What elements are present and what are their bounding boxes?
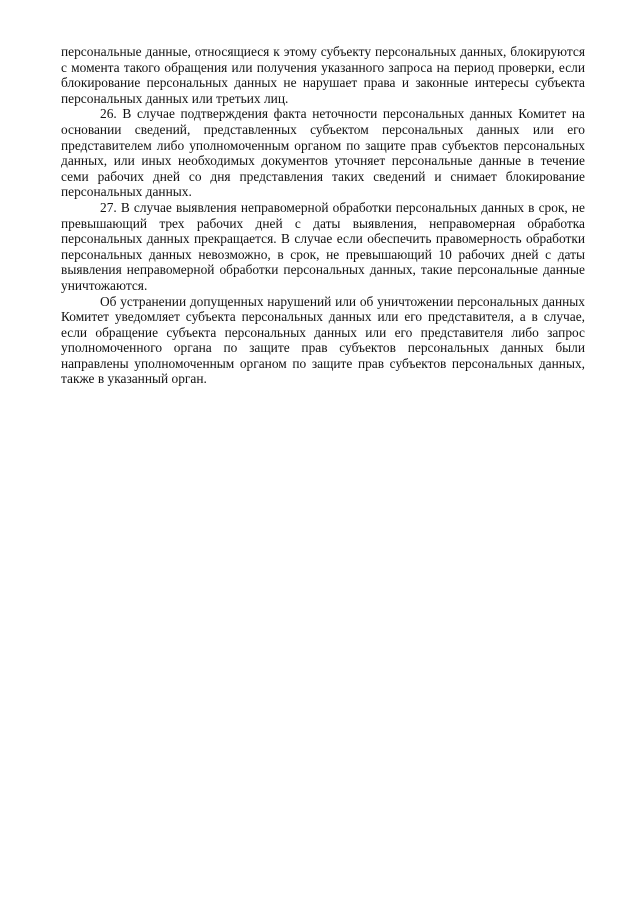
- paragraph-27-notice: Об устранении допущенных нарушений или об уничтожении персональных данных Комитет уведомляет субъекта персональных данных или его представителя, а в случае, если обращение субъекта персональных данных или его представителя либо запрос уполномоченного органа по защите прав субъектов персональных данных были направлены уполномоченным органом по защите прав субъектов персональных данных, также в указанный орган.: [61, 293, 585, 387]
- paragraph-continuation: персональные данные, относящиеся к этому субъекту персональных данных, блокируются с момента такого обращения или получения указанного запроса на период проверки, если блокирование персональных данных не нарушает права и законные интересы субъекта персональных данных или третьих лиц.: [61, 44, 585, 106]
- paragraph-26: 26. В случае подтверждения факта неточности персональных данных Комитет на основании сведений, представленных субъектом персональных данных или его представителем либо уполномоченным органом по защите прав субъектов персональных данных, или иных необходимых документов уточняет персональные данные в течение семи рабочих дней со дня представления таких сведений и снимает блокирование персональных данных.: [61, 106, 585, 200]
- paragraph-27: 27. В случае выявления неправомерной обработки персональных данных в срок, не превышающий трех рабочих дней с даты выявления, неправомерная обработка персональных данных прекращается. В случае если обеспечить правомерность обработки персональных данных невозможно, в срок, не превышающий 10 рабочих дней с даты выявления неправомерной обработки персональных данных, такие персональные данные уничтожаются.: [61, 199, 585, 293]
- document-body: [61, 44, 585, 387]
